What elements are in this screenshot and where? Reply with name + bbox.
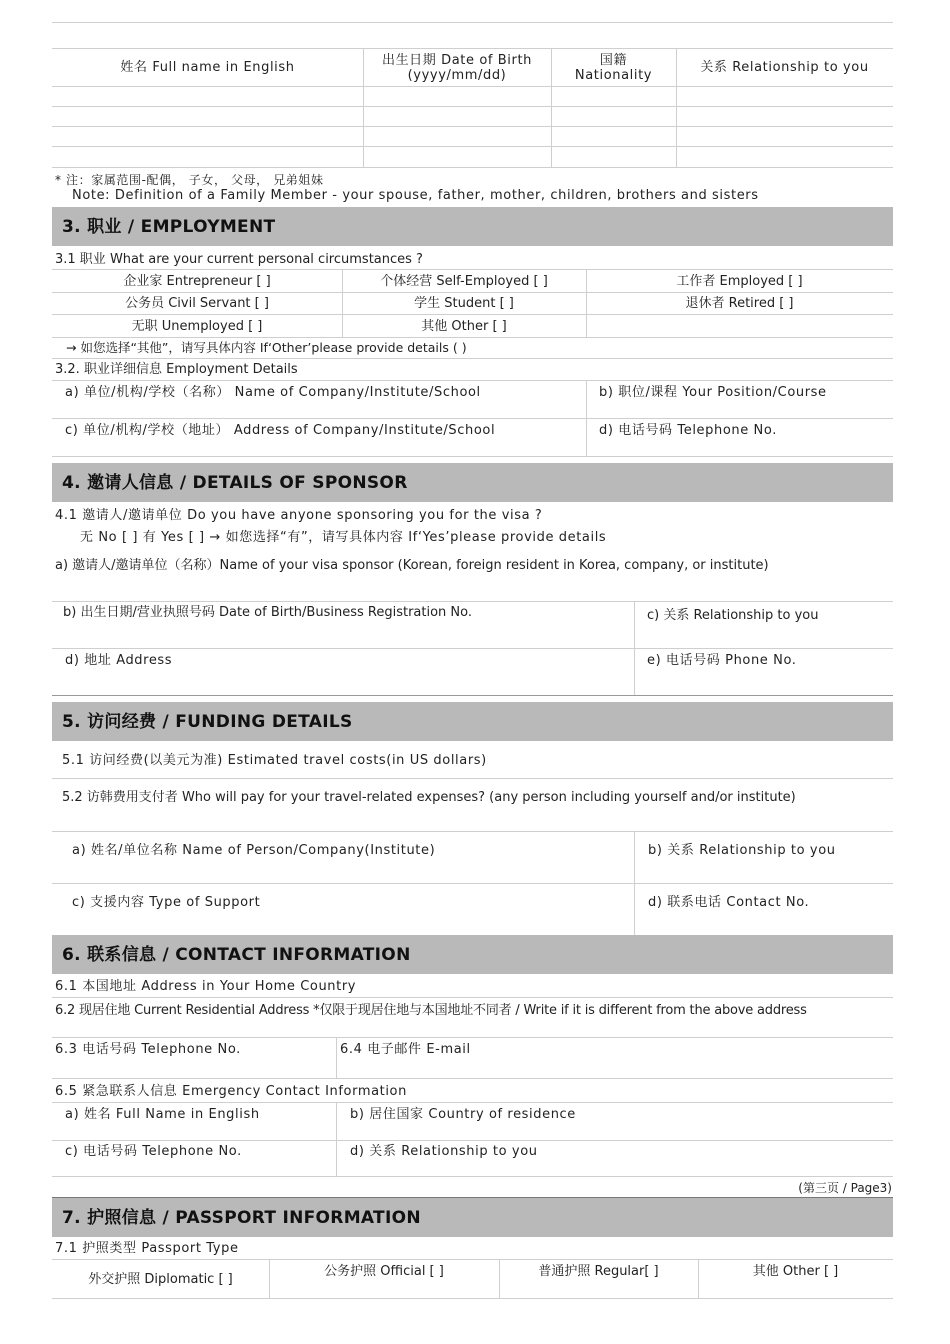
q52-payer: 5.2 访韩费用支付者 Who will pay for your travel-related expenses? (any person including yourself and/or institute) [62,790,796,805]
section-funding-header: 5. 访问经费 / FUNDING DETAILS [52,702,893,741]
sponsor-name[interactable]: a) 邀请人/邀请单位（名称）Name of your visa sponsor (Korean, foreign resident in Korea, company, or institute) [55,558,769,573]
employment-company-name[interactable]: a) 单位/机构/学校（名称） Name of Company/Institute/School [65,385,481,400]
section-sponsor-header: 4. 邀请人信息 / DETAILS OF SPONSOR [52,463,893,502]
option-entrepreneur[interactable]: 企业家 Entrepreneur [ ] [123,274,271,289]
q63-telephone[interactable]: 6.3 电话号码 Telephone No. [55,1042,241,1057]
q64-email[interactable]: 6.4 电子邮件 E-mail [340,1042,471,1057]
emergency-full-name[interactable]: a) 姓名 Full Name in English [65,1107,260,1122]
passport-official[interactable]: 公务护照 Official [ ] [324,1264,444,1279]
section-contact-header: 6. 联系信息 / CONTACT INFORMATION [52,935,893,974]
family-note-cn: * 注：家属范围-配偶， 子女， 父母， 兄弟姐妹 [55,173,324,187]
col-relationship: 关系 Relationship to you [700,60,869,75]
q65-emergency-contact: 6.5 紧急联系人信息 Emergency Contact Information [55,1084,407,1099]
passport-other[interactable]: 其他 Other [ ] [752,1264,839,1279]
sponsor-dob-registration[interactable]: b) 出生日期/营业执照号码 Date of Birth/Business Registration No. [63,605,472,620]
section-passport-header: 7. 护照信息 / PASSPORT INFORMATION [52,1198,893,1237]
page-number: (第三页 / Page3) [798,1181,892,1195]
funding-contact[interactable]: d) 联系电话 Contact No. [648,895,810,910]
option-unemployed[interactable]: 无职 Unemployed [ ] [131,319,263,334]
col-nationality-cn: 国籍 [599,53,628,68]
passport-regular[interactable]: 普通护照 Regular[ ] [538,1264,659,1279]
emergency-telephone[interactable]: c) 电话号码 Telephone No. [65,1144,242,1159]
funding-support-type[interactable]: c) 支援内容 Type of Support [72,895,261,910]
sponsor-yes-no[interactable]: 无 No [ ] 有 Yes [ ] → 如您选择“有”，请写具体内容 If‘Yes’please provide details [80,530,607,545]
emergency-country[interactable]: b) 居住国家 Country of residence [350,1107,576,1122]
sponsor-relationship[interactable]: c) 关系 Relationship to you [647,608,819,623]
col-nationality: Nationality [574,68,653,83]
option-student[interactable]: 学生 Student [ ] [414,296,514,311]
col-dob-format: (yyyy/mm/dd) [407,68,507,83]
q61-home-address[interactable]: 6.1 本国地址 Address in Your Home Country [55,979,357,994]
other-details-note: → 如您选择“其他”，请写具体内容 If‘Other’please provide details ( ) [66,340,467,355]
section-employment-header: 3. 职业 / EMPLOYMENT [52,207,893,246]
sponsor-address[interactable]: d) 地址 Address [65,653,173,668]
q62-residential-address[interactable]: 6.2 现居住地 Current Residential Address *仅限于现居住地与本国地址不同者 / Write if it is different from the above address [55,1003,807,1018]
option-civil-servant[interactable]: 公务员 Civil Servant [ ] [125,296,269,311]
col-dob: 出生日期 Date of Birth [381,53,532,68]
q32-label: 3.2. 职业详细信息 Employment Details [55,362,298,377]
option-other[interactable]: 其他 Other [ ] [421,319,507,334]
option-employed[interactable]: 工作者 Employed [ ] [676,274,803,289]
sponsor-phone[interactable]: e) 电话号码 Phone No. [647,653,797,668]
family-note-en: Note: Definition of a Family Member - your spouse, father, mother, children, brothers and sisters [72,188,759,203]
col-full-name: 姓名 Full name in English [120,60,295,75]
option-self-employed[interactable]: 个体经营 Self-Employed [ ] [380,274,548,289]
passport-diplomatic[interactable]: 外交护照 Diplomatic [ ] [88,1272,233,1287]
emergency-relationship[interactable]: d) 关系 Relationship to you [350,1144,538,1159]
funding-person-name[interactable]: a) 姓名/单位名称 Name of Person/Company(Institute) [72,843,436,858]
funding-relationship[interactable]: b) 关系 Relationship to you [648,843,836,858]
q71-passport-type: 7.1 护照类型 Passport Type [55,1241,239,1256]
q31-label: 3.1 职业 What are your current personal circumstances ? [55,252,423,267]
employment-company-address[interactable]: c) 单位/机构/学校（地址） Address of Company/Institute/School [65,423,496,438]
employment-telephone[interactable]: d) 电话号码 Telephone No. [599,423,777,438]
option-retired[interactable]: 退休者 Retired [ ] [685,296,794,311]
q41-label: 4.1 邀请人/邀请单位 Do you have anyone sponsoring you for the visa ? [55,508,543,523]
employment-position[interactable]: b) 职位/课程 Your Position/Course [599,385,827,400]
q51-travel-costs[interactable]: 5.1 访问经费(以美元为准) Estimated travel costs(in US dollars) [62,753,487,768]
